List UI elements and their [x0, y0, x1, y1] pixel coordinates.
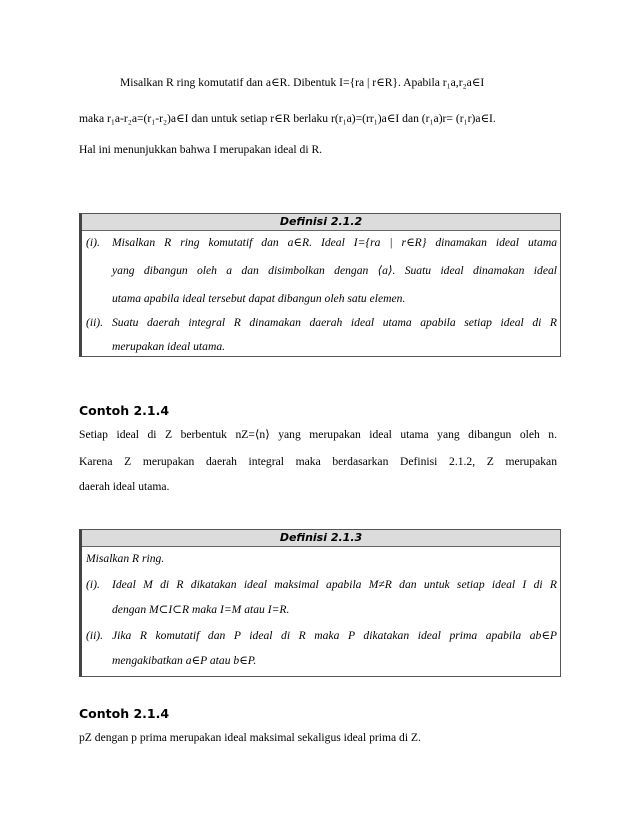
example-line-3: daerah ideal utama.	[79, 480, 170, 493]
item-1-line-1: Ideal M di R dikatakan ideal maksimal apabila M≠R dan untuk setiap ideal I di R	[112, 578, 557, 591]
paragraph-1-line-3: Hal ini menunjukkan bahwa I merupakan ideal di R.	[79, 143, 323, 156]
item-1-line-2: yang dibangun oleh a dan disimbolkan dengan ⟨a⟩. Suatu ideal dinamakan ideal	[112, 264, 557, 277]
definition-2-1-2-box	[79, 213, 561, 357]
item-number: (ii).	[86, 316, 104, 329]
example-line-1: Setiap ideal di Z berbentuk nZ=⟨n⟩ yang merupakan ideal utama yang dibangun oleh n.	[79, 428, 557, 441]
paragraph-1-line-1: Misalkan R ring komutatif dan a∈R. Dibentuk I={ra | r∈R}. Apabila r₁a,r₂a∈I	[120, 76, 485, 89]
definition-2-1-2-title: Definisi 2.1.2	[82, 214, 560, 231]
item-number: (i).	[86, 236, 100, 249]
item-number: (ii).	[86, 629, 104, 642]
example-line-2: Karena Z merupakan daerah integral maka berdasarkan Definisi 2.1.2, Z merupakan	[79, 455, 557, 468]
item-2-line-1: Suatu daerah integral R dinamakan daerah ideal utama apabila setiap ideal di R	[112, 316, 557, 329]
item-1-line-3: utama apabila ideal tersebut dapat dibangun oleh satu elemen.	[112, 292, 406, 305]
definition-2-1-3-title: Definisi 2.1.3	[82, 530, 560, 547]
item-2-line-2: mengakibatkan a∈P atau b∈P.	[112, 654, 257, 667]
example-heading-2: Contoh 2.1.4	[79, 706, 170, 721]
item-1-line-1: Misalkan R ring komutatif dan a∈R. Ideal I={ra | r∈R} dinamakan ideal utama	[112, 236, 557, 249]
item-2-line-2: merupakan ideal utama.	[112, 340, 226, 353]
definition-2-1-3-intro: Misalkan R ring.	[86, 552, 165, 565]
item-1-line-2: dengan M⊂I⊂R maka I=M atau I=R.	[112, 603, 290, 616]
item-2-line-1: Jika R komutatif dan P ideal di R maka P dikatakan ideal prima apabila ab∈P	[112, 629, 557, 642]
item-number: (i).	[86, 578, 100, 591]
paragraph-1-line-2: maka r₁a-r₂a=(r₁-r₂)a∈I dan untuk setiap r∈R berlaku r(r₁a)=(rr₁)a∈I dan (r₁a)r= (r₁r)a∈I.	[79, 112, 496, 125]
example-2-line-1: pZ dengan p prima merupakan ideal maksimal sekaligus ideal prima di Z.	[79, 731, 421, 744]
example-heading: Contoh 2.1.4	[79, 403, 170, 418]
definition-2-1-3-box	[79, 529, 561, 677]
